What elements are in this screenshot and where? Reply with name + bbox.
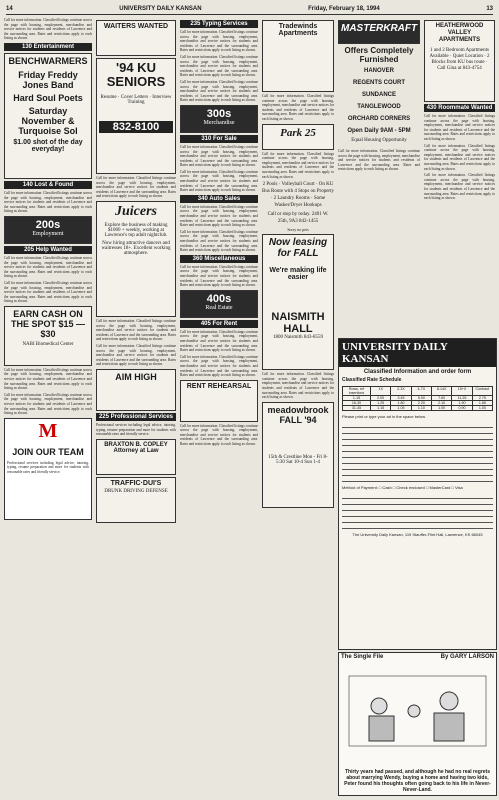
rates-header: Classified Rate Schedule xyxy=(342,377,402,383)
form-header xyxy=(339,339,496,367)
open-hours: Open Daily 9AM - 5PM xyxy=(347,128,411,134)
section-misc: 360 Miscellaneous xyxy=(180,255,258,263)
rate-cell: 1-15 xyxy=(343,396,371,401)
rate-cell: 5.00 xyxy=(412,396,432,401)
drunk-driving: DRUNK DRIVING DEFENSE xyxy=(104,488,168,494)
juicers-logo: Juicers xyxy=(115,203,157,219)
rate-col-header: 2-3X xyxy=(391,387,411,396)
orchard-corners: ORCHARD CORNERS xyxy=(347,116,411,122)
body-text: Call for more information. Classified listings continue across the page with housing, employment, merchandise and service notices for students and residents of Lawrence and the surrounding area. Rates and restrictions apply to each listing as shown. xyxy=(180,264,258,288)
band-turquoise: Saturday November & Turquoise Sol xyxy=(18,105,78,136)
body-text: Call for more information. Classified listings continue across the page with housing, employment, merchandise and service notices for students and residents of Lawrence and the surrounding area. Rates and restrictions apply to each listing as shown. xyxy=(4,18,92,41)
tradewinds-name: Tradewinds Apartments xyxy=(278,23,318,37)
rate-table xyxy=(342,386,493,411)
body-text: Call for more information. Classified listings continue across the page with housing, employment, merchandise and service notices for students and residents of Lawrence and the surrounding area. Rates and restrictions apply to each listing as shown. xyxy=(180,144,258,168)
body-text: Call for more information. Classified listings continue across the page with housing, employment, merchandise and service notices for students and residents of Lawrence and the surrounding area. Rates and restrictions apply to each listing as shown. xyxy=(424,143,495,171)
rate-cell: 0.90 xyxy=(452,406,472,411)
section-for-sale: 310 For Sale xyxy=(180,135,258,143)
copley-ad xyxy=(96,439,176,475)
rate-cell: 1.10 xyxy=(412,406,432,411)
traffic-ad xyxy=(96,477,176,523)
body-text: Call for more information. Classified listings continue across the page with housing, employment, merchandise and service notices for students and residents of Lawrence and the surrounding area. Rates and restrictions apply to each listing as shown. xyxy=(4,367,92,391)
park25-logo: Park 25 xyxy=(280,126,316,139)
employment-banner xyxy=(4,216,92,244)
page-header xyxy=(6,4,493,15)
sundance: SUNDANCE xyxy=(361,92,396,98)
section-auto-sales: 340 Auto Sales xyxy=(180,195,258,203)
page-number-right: 13 xyxy=(486,6,493,12)
body-text: Call for more information. Classified listings continue across the page with housing, employment, merchandise and service notices for students and residents of Lawrence and the surrounding area. Rates and restrictions apply to each listing as shown. xyxy=(4,280,92,304)
heatherwood-details: 1 and 2 Bedroom Apartments Available · Quiet Location · 2 Blocks from KU bus route · Call Gina at 843-4754 xyxy=(429,48,490,71)
body-text: Call for more information. Classified listings continue across the page with housing, employment, merchandise and service notices for students and residents of Lawrence and the surrounding area. Rates and restrictions apply to each listing as shown. xyxy=(262,151,334,179)
juicers-pitch: Explore the business of making $1000 + weekly, working at Lawrence's top adult nightclub. xyxy=(104,222,168,238)
equal-housing: Equal Housing Opportunity xyxy=(351,138,407,143)
ku-phone: 832-8100 xyxy=(99,121,173,133)
cartoon-header xyxy=(339,653,496,661)
rate-cell: 31-45 xyxy=(343,406,371,411)
body-text: Call for more information. Classified listings continue across the page with housing, employment, merchandise and service notices for students and residents of Lawrence and the surrounding area. Rates and restrictions apply to each listing as shown. xyxy=(424,173,495,201)
body-text: Call for more information. Classified listings continue across the page with housing, employment, merchandise and service notices for students and residents of Lawrence and the surrounding area. Rates and restrictions apply to each listing as shown. xyxy=(96,176,176,199)
form-paper-name: UNIVERSITY DAILY KANSAN xyxy=(342,341,448,365)
rate-cell: 1.65 xyxy=(473,401,493,406)
body-text: Call for more information. Classified listings continue across the page with housing, employment, merchandise and service notices for students and residents of Lawrence and the surrounding area. Rates and restrictions apply to each listing as shown. xyxy=(96,318,176,342)
earn-cash-headline: EARN CASH ON THE SPOT $15 — $30 xyxy=(10,308,86,339)
rate-cell: 2.20 xyxy=(412,401,432,406)
benchwarmers-logo: BENCHWARMERS xyxy=(8,55,88,66)
section-for-rent: 405 For Rent xyxy=(180,320,258,328)
body-text: Call for more information. Classified listings continue across the page with housing, employment, merchandise and service notices for students and residents of Lawrence and the surrounding area. Rates and restrictions apply to each listing as shown. xyxy=(180,79,258,103)
furnished-offer: Offers Completely Furnished xyxy=(344,46,414,64)
earn-cash-ad xyxy=(4,306,92,366)
meadowbrook-hours: 15th & Crestline Mon - Fri 8-5:30 Sat 10-4 Sun 1-4 xyxy=(268,454,328,465)
column-6 xyxy=(424,18,495,332)
rate-cell: 7.60 xyxy=(432,396,452,401)
rate-cell: 1.15 xyxy=(371,406,391,411)
no-pets: Sorry no pets xyxy=(287,227,309,233)
classified-order-form xyxy=(338,338,497,650)
aim-high-ad xyxy=(96,369,176,411)
body-text: Call for more information. Classified listings continue across the page with housing, employment, merchandise and service notices for students and residents of Lawrence and the surrounding area. Rates and restrictions apply to each listing as shown. xyxy=(180,30,258,53)
section-lost-found: 140 Lost & Found xyxy=(4,181,92,189)
rate-cell: 2.00 xyxy=(371,396,391,401)
golden-arches-icon: M xyxy=(38,419,58,442)
body-text: Call for more information. Classified listings continue across the page with housing, employment, merchandise and service notices for students and residents of Lawrence and the surrounding area. Rates and restrictions apply to each listing as shown. xyxy=(180,229,258,253)
naismith-ad xyxy=(262,234,334,370)
nabi-name: NABI Biomedical Center xyxy=(22,341,74,347)
ku-seniors-services: Resume · Cover Letters · Interview Training xyxy=(100,95,172,105)
body-text: Call for more information. Classified listings continue across the page with housing, employment, merchandise and service notices for students and residents of Lawrence and the surrounding area. Rates and restrictions apply to each listing as shown. xyxy=(180,204,258,228)
rate-cell: 2.10 xyxy=(432,401,452,406)
benchwarmers-ad xyxy=(4,53,92,179)
naismith-phone: 1800 Naismith 843-8559 xyxy=(273,335,323,341)
band-freddy: Friday Freddy Jones Band xyxy=(18,69,78,90)
body-text: Professional services including legal advice, tutoring, typing, resume preparation and more for students with reasonable rates and friendly service. xyxy=(96,422,176,437)
naismith-logo: NAISMITH HALL xyxy=(271,311,325,336)
rate-cell: 11.25 xyxy=(452,396,472,401)
body-text: Call for more information. Classified listings continue across the page with housing, employment, merchandise and service notices for students and residents of Lawrence and the surrounding area. Rates and restrictions apply to each listing as shown. xyxy=(180,423,258,447)
copley-name: BRAXTON B. COPLEY Attorney at Law xyxy=(104,441,168,454)
band-hardsoul: Hard Soul Poets xyxy=(13,92,83,103)
body-text: Call for more information. Classified listings continue across the page with housing, employment, merchandise and service notices for students and residents of Lawrence and the surrounding area. Rates and restrictions apply to each listing as shown. xyxy=(424,114,495,141)
rate-cell: 1.90 xyxy=(452,401,472,406)
ku-seniors-headline: '94 KU SENIORS xyxy=(106,60,166,89)
payment-methods[interactable]: Method of Payment: □ Cash □ Check enclosed □ MasterCard □ Visa xyxy=(342,485,463,490)
banner-employment: Employment xyxy=(32,230,64,237)
juicers-hiring: Now hiring attractive dancers and waitresses 18+. Excellent working atmosphere. xyxy=(101,240,171,256)
rate-cell: 16-30 xyxy=(343,401,371,406)
body-text: Call for more information. Classified listings continue across the page with housing, employment, merchandise and service notices for students and residents of Lawrence and the surrounding area. Rates and restrictions apply to each listing as shown. xyxy=(4,190,92,214)
cartoon-title: The Single File xyxy=(341,654,384,660)
merchandise-banner xyxy=(180,105,258,133)
body-text: Call for more information. Classified listings continue across the page with housing, employment, merchandise and service notices for students and residents of Lawrence and the surrounding area. Rates and restrictions apply to each listing as shown. xyxy=(262,372,334,400)
making-life: We're making life easier xyxy=(269,267,327,282)
form-title: Classified Information and order form xyxy=(363,369,472,375)
cartoon-panel xyxy=(338,652,497,796)
body-text: Call for more information. Classified listings continue across the page with housing, employment, merchandise and service notices for students and residents of Lawrence and the surrounding area. Rates and restrictions apply to each listing as shown. xyxy=(4,255,92,279)
hanover: HANOVER xyxy=(363,68,394,74)
rate-cell: 2.75 xyxy=(473,396,493,401)
regents-court: REGENTS COURT xyxy=(352,80,405,86)
section-entertainment: 130 Entertainment xyxy=(4,43,92,51)
cartoon-illustration xyxy=(339,661,496,751)
park25-call: Call or stop by today. 2401 W. 25th, 9A3 842-1455 xyxy=(267,212,329,225)
rent-rehearsal-ad xyxy=(180,380,258,422)
rate-cell: 1.00 xyxy=(432,406,452,411)
column-3 xyxy=(180,18,258,794)
tradewinds-ad xyxy=(262,20,334,92)
drink-special: $1.00 shot of the day everyday! xyxy=(13,138,83,153)
rate-cell: 1.00 xyxy=(473,406,493,411)
waiters-headline: WAITERS WANTED xyxy=(103,23,169,30)
contact-lines[interactable] xyxy=(342,493,493,529)
rent-rehearsal: RENT REHEARSAL xyxy=(186,382,252,390)
masterkraft-logo: MASTERKRAFT xyxy=(341,23,418,34)
rate-col-header: Rows, ref insertions xyxy=(343,387,371,396)
meadowbrook-ad xyxy=(262,402,334,508)
real-estate-banner xyxy=(180,290,258,318)
banner-200s: 200s xyxy=(35,218,61,231)
rate-col-header: 15+X xyxy=(452,387,472,396)
rate-cell: 1.80 xyxy=(391,401,411,406)
juicers-ad xyxy=(96,201,176,317)
rate-col-header: 4-7X xyxy=(412,387,432,396)
rate-cell: 3.45 xyxy=(391,396,411,401)
body-text: Call for more information. Classified listings continue across the page with housing, employment, merchandise and service notices for students and residents of Lawrence and the surrounding area. Rates and restrictions apply to each listing as shown. xyxy=(262,94,334,121)
body-text: Professional services including legal advice, tutoring, typing, resume preparation and more for students with reasonable rates and friendly service. xyxy=(7,460,89,474)
section-help-wanted: 205 Help Wanted xyxy=(4,246,92,254)
meadowbrook-logo: meadowbrook FALL '94 xyxy=(267,404,329,425)
waiters-ad xyxy=(96,20,176,56)
column-4 xyxy=(262,18,334,794)
body-text: Call for more information. Classified listings continue across the page with housing, employment, merchandise and service notices for students and residents of Lawrence and the surrounding area. Rates and restrictions apply to each listing as shown. xyxy=(338,149,420,172)
form-address: The University Daily Kansan, 119 Stauffer-Flint Hall, Lawrence, KS 66045 xyxy=(352,532,483,537)
column-5 xyxy=(338,18,420,332)
rate-col-header: Contract xyxy=(473,387,493,396)
cartoon-caption: Thirty years had passed, and although he had no real regrets about marrying Wendy, buying a home and having two kids, Peter found his thoughts often going back to his life in Never-Never-Land. xyxy=(344,769,491,793)
rate-col-header: 8-14X xyxy=(432,387,452,396)
body-text: Call for more information. Classified listings continue across the page with housing, employment, merchandise and service notices for students and residents of Lawrence and the surrounding area. Rates and restrictions apply to each listing as shown. xyxy=(180,169,258,193)
banner-merchandise: Merchandise xyxy=(203,119,235,126)
ku-seniors-ad xyxy=(96,58,176,174)
column-1 xyxy=(4,18,92,794)
rate-cell: 1.05 xyxy=(391,406,411,411)
banner-400s: 400s xyxy=(206,292,232,305)
body-text: Call for more information. Classified listings continue across the page with housing, employment, merchandise and service notices for students and residents of Lawrence and the surrounding area. Rates and restrictions apply to each listing as shown. xyxy=(96,343,176,367)
issue-date: Friday, February 18, 1994 xyxy=(308,6,380,12)
body-text: Call for more information. Classified listings continue across the page with housing, employment, merchandise and service notices for students and residents of Lawrence and the surrounding area. Rates and restrictions apply to each listing as shown. xyxy=(180,54,258,78)
column-2 xyxy=(96,18,176,794)
join-team: JOIN OUR TEAM xyxy=(12,446,84,457)
section-pro-services: 225 Professional Services xyxy=(96,413,176,421)
section-typing: 235 Typing Services xyxy=(180,20,258,28)
banner-real-estate: Real Estate xyxy=(205,304,233,311)
paper-name: UNIVERSITY DAILY KANSAN xyxy=(119,6,202,12)
mcdonalds-ad xyxy=(4,418,92,520)
body-text: Call for more information. Classified listings continue across the page with housing, employment, merchandise and service notices for students and residents of Lawrence and the surrounding area. Rates and restrictions apply to each listing as shown. xyxy=(4,392,92,416)
traffic-dui: TRAFFIC·DUI'S xyxy=(110,479,162,487)
section-roommate: 430 Roommate Wanted xyxy=(424,104,495,112)
page-number-left: 14 xyxy=(6,6,13,12)
rate-cell: 1.25 xyxy=(371,401,391,406)
aim-high: AIM HIGH xyxy=(115,371,157,382)
print-label: Please print or type your ad in the space below xyxy=(342,414,426,419)
body-text: Call for more information. Classified listings continue across the page with housing, employment, merchandise and service notices for students and residents of Lawrence and the surrounding area. Rates and restrictions apply to each listing as shown. xyxy=(180,354,258,378)
park25-ad xyxy=(262,124,334,150)
banner-300s: 300s xyxy=(206,107,232,120)
park25-amenities: 2 Pools · Volleyball Court · On KU Bus Route with 4 Stops on Property · 2 Laundry Rooms · Some Washer/Dryer Hookups xyxy=(262,182,334,209)
masterkraft-ad xyxy=(338,20,420,44)
ad-text-lines[interactable] xyxy=(342,422,493,482)
heatherwood-name: HEATHERWOOD VALLEY APARTMENTS xyxy=(435,23,484,43)
body-text: Call for more information. Classified listings continue across the page with housing, employment, merchandise and service notices for students and residents of Lawrence and the surrounding area. Rates and restrictions apply to each listing as shown. xyxy=(180,329,258,353)
rate-col-header: 1X xyxy=(371,387,391,396)
cartoon-byline: By GARY LARSON xyxy=(440,654,494,660)
heatherwood-ad xyxy=(424,20,495,102)
leasing-headline: Now leasing for FALL xyxy=(268,237,328,260)
tanglewood: TANGLEWOOD xyxy=(357,104,401,110)
